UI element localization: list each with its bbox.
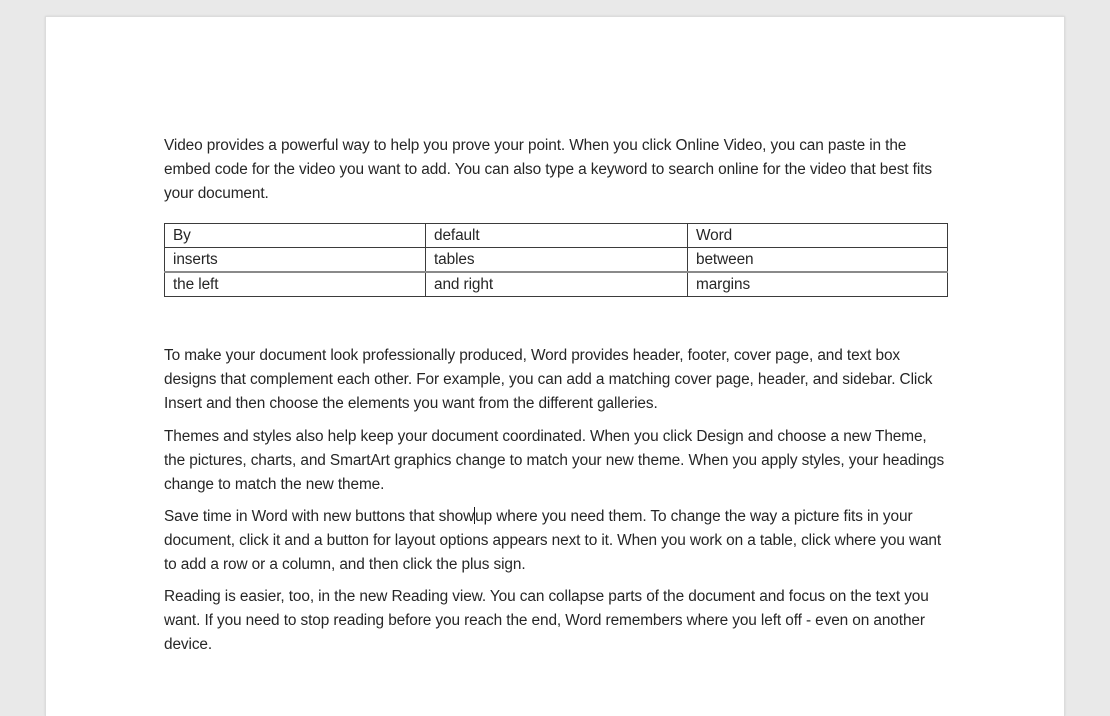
- table-cell-r2c2[interactable]: tables: [426, 248, 688, 273]
- table-cell-r2c1[interactable]: inserts: [165, 248, 426, 273]
- paragraph-professional-design[interactable]: To make your document look professionally produced, Word provides header, footer, cover page, and text box designs that complement each other. For example, you can add a matching cover page, header, and sidebar. Click Insert and then choose the elements you want from the different galleries.: [164, 347, 933, 413]
- document-page[interactable]: [45, 16, 1065, 716]
- paragraph-save-time[interactable]: [164, 505, 948, 577]
- paragraph-save-time-before-caret: Save time in Word with new buttons that show: [164, 507, 475, 525]
- empty-paragraph-spacer: [164, 297, 948, 344]
- paragraph-reading-view[interactable]: Reading is easier, too, in the new Reading view. You can collapse parts of the document and focus on the text you want. If you need to stop reading before you reach the end, Word remembers where you left off - even on another device.: [164, 588, 929, 654]
- document-text-body[interactable]: [164, 134, 948, 657]
- text-caret: [474, 507, 475, 524]
- paragraph-themes-styles[interactable]: Themes and styles also help keep your document coordinated. When you click Design and choose a new Theme, the pictures, charts, and SmartArt graphics change to match your new theme. When you apply styles, your headings change to match the new theme.: [164, 427, 945, 493]
- paragraph-video-intro[interactable]: Video provides a powerful way to help you prove your point. When you click Online Video, you can paste in the embed code for the video you want to add. You can also type a keyword to search online for the video that best fits your document.: [164, 137, 932, 203]
- table-cell-r3c2[interactable]: and right: [426, 272, 688, 297]
- table-cell-r1c1[interactable]: By: [165, 224, 426, 248]
- inserted-table[interactable]: [164, 223, 948, 297]
- table-cell-r1c2[interactable]: default: [426, 224, 688, 248]
- table-row[interactable]: [165, 224, 948, 248]
- table-cell-r3c3[interactable]: margins: [688, 272, 948, 297]
- table-block: [164, 223, 948, 297]
- paragraph-save-time-after-caret: up where you need them. To change the way a picture fits in your document, click it and a button for layout options appears next to it. When you work on a table, click where you want to add a row or a column, and then click the plus sign.: [164, 507, 942, 574]
- table-row[interactable]: [165, 248, 948, 273]
- table-cell-r3c1[interactable]: the left: [165, 272, 426, 297]
- table-cell-r1c3[interactable]: Word: [688, 224, 948, 248]
- table-row[interactable]: [165, 272, 948, 297]
- table-cell-r2c3[interactable]: between: [688, 248, 948, 273]
